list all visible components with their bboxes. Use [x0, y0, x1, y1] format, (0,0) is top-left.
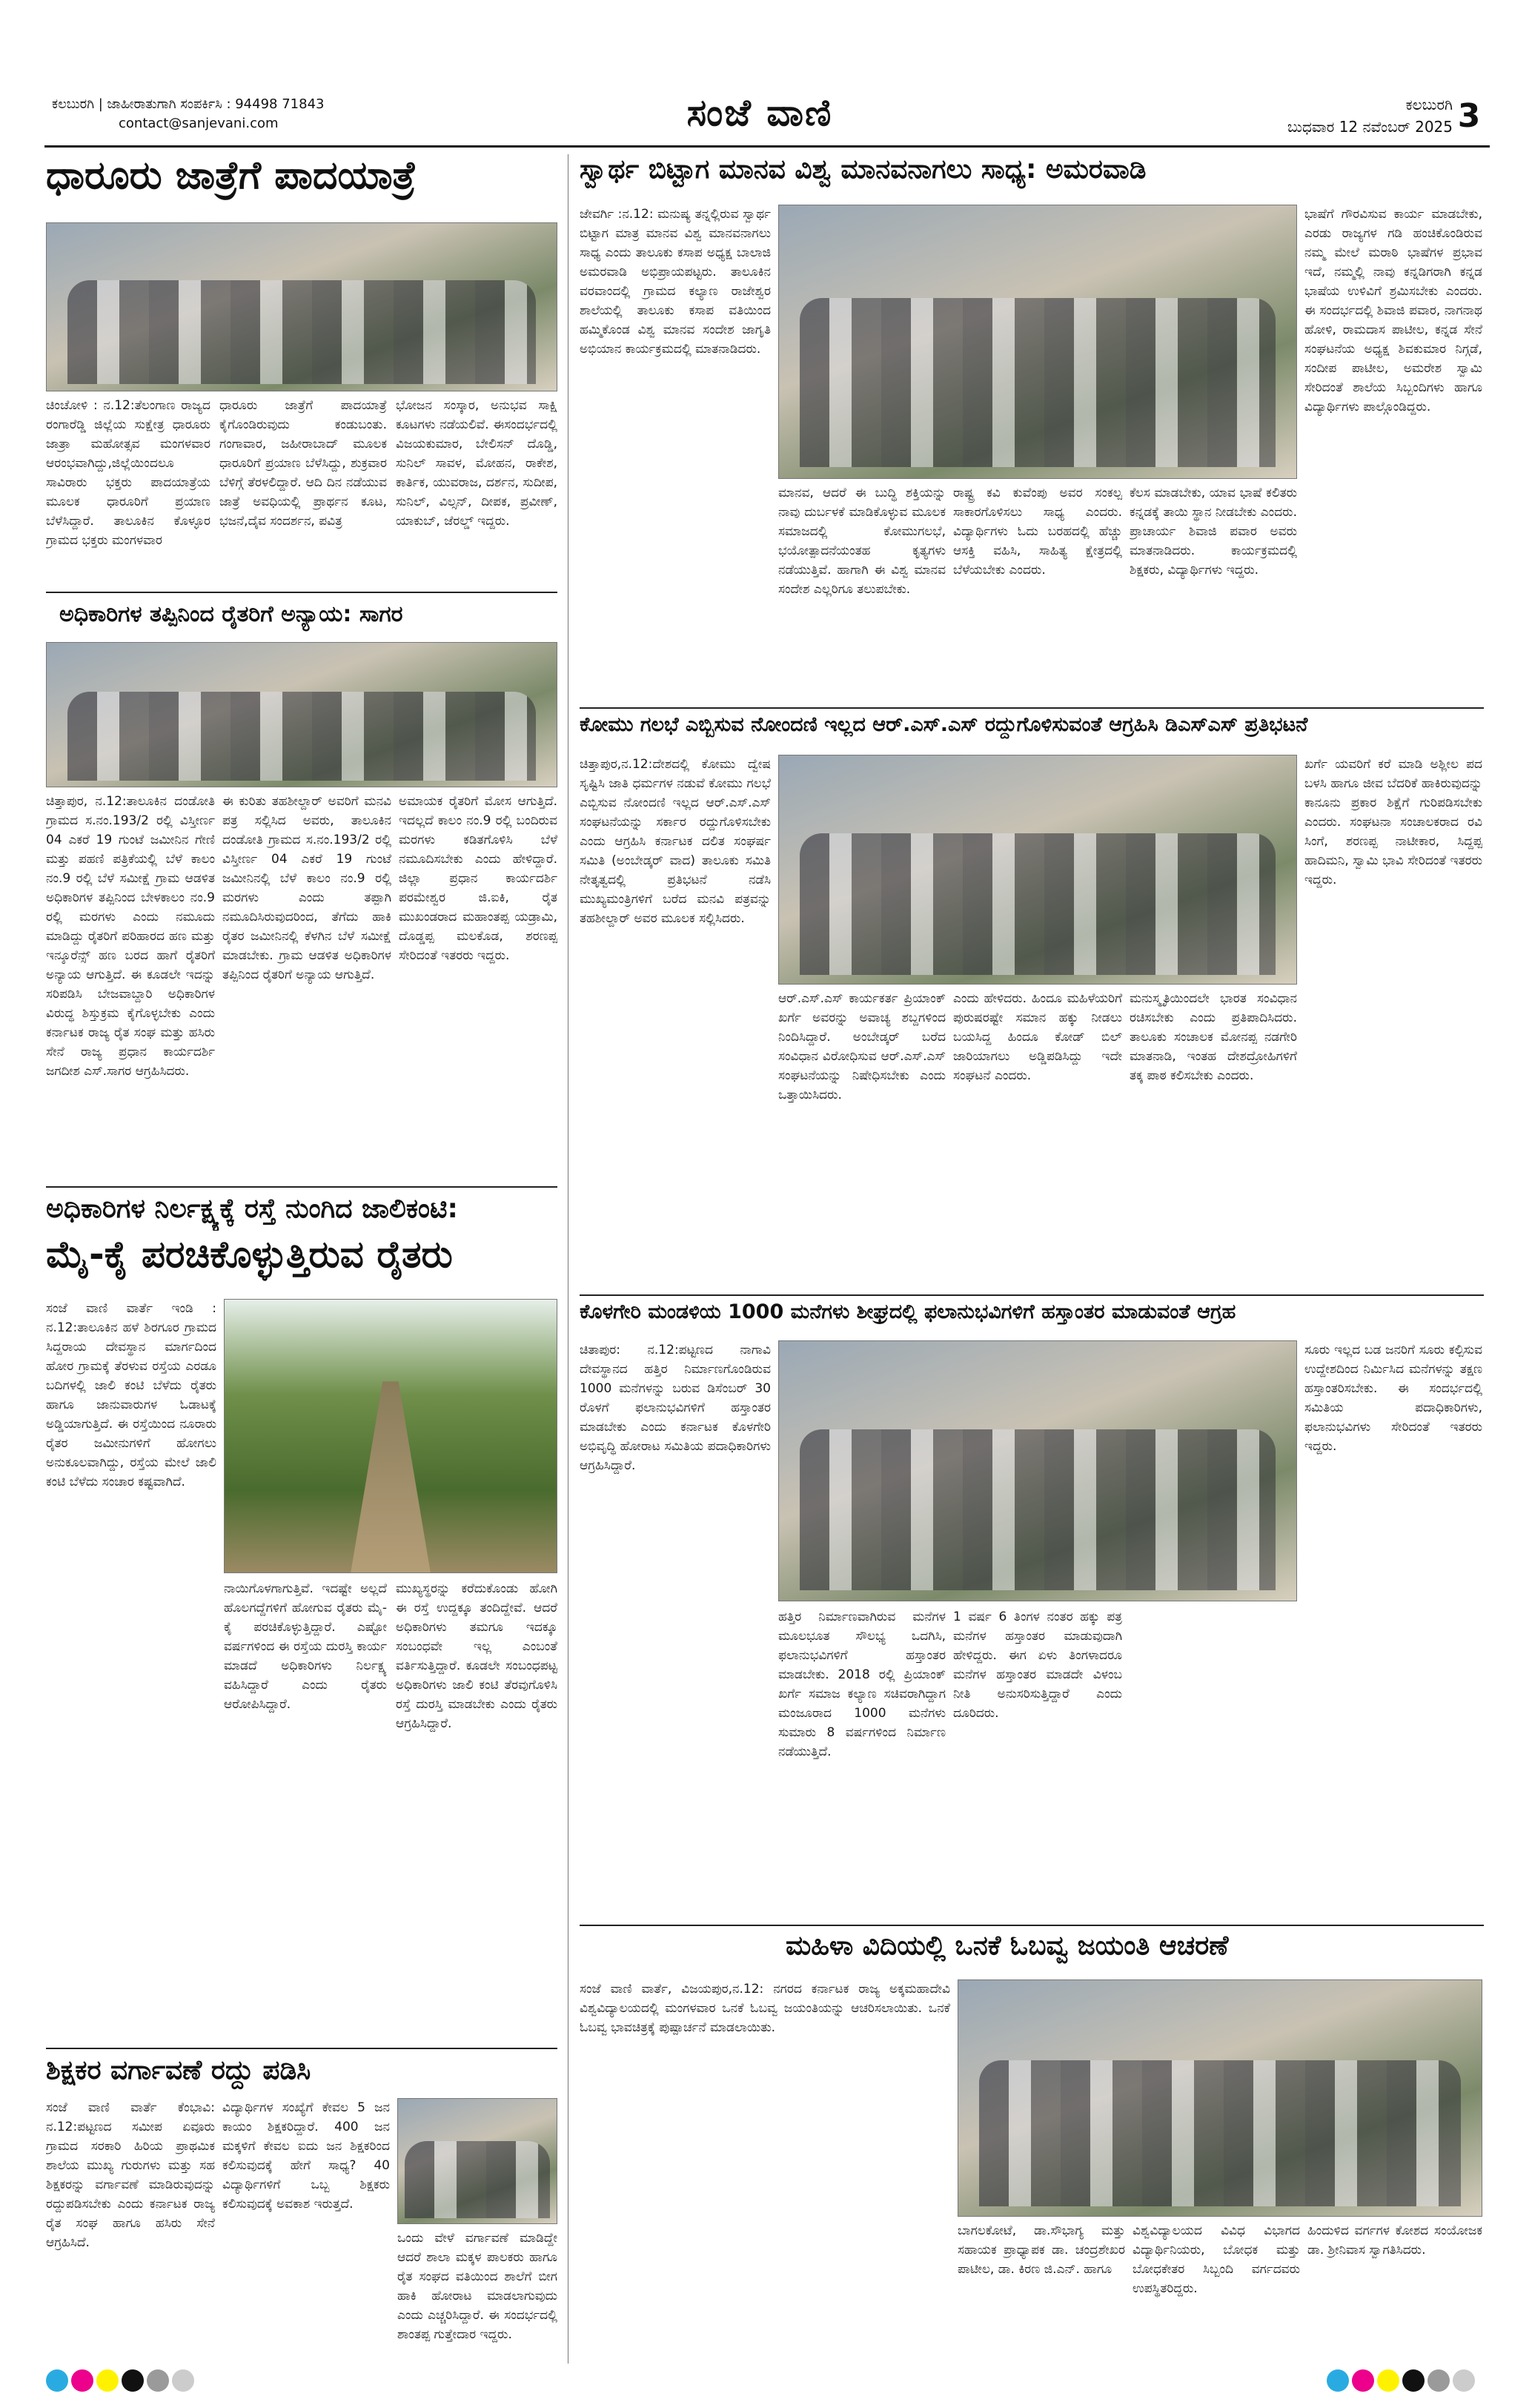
- amaravadi-col1: ಜೇವರ್ಗಿ :ನ.12: ಮನುಷ್ಯ ತನ್ನಲ್ಲಿರುವ ಸ್ವಾರ್ಥ ಬಿಟ್ಟಾಗ ಮಾತ್ರ ಮಾನವ ವಿಶ್ವ ಮಾನವನಾಗಲು ಸಾಧ್ಯ ಎಂದು ತಾಲೂಕು ಕಸಾಪ ಅಧ್ಯಕ್ಷ ಬಾಲಾಜಿ ಅಮರವಾಡಿ ಅಭಿಪ್ರಾಯಪಟ್ಟರು. ತಾಲೂಕಿನ ವರವಾಂದಲ್ಲಿ ಗ್ರಾಮದ ಕಲ್ಯಾಣ ರಾಜೇಶ್ವರ ಶಾಲೆಯಲ್ಲಿ ತಾಲೂಕು ಕಸಾಪ ವತಿಯಿಂದ ಹಮ್ಮಿಕೊಂಡ ವಿಶ್ವ ಮಾನವ ಸಂದೇಶ ಜಾಗೃತಿ ಅಭಿಯಾನ ಕಾರ್ಯಕ್ರಮದಲ್ಲಿ ಮಾತನಾಡಿದರು.: [580, 207, 771, 357]
- registration-dot: [1352, 2369, 1374, 2392]
- dss-col5: ಖರ್ಗೆ ಯವರಿಗೆ ಕರೆ ಮಾಡಿ ಅಶ್ಲೀಲ ಪದ ಬಳಸಿ ಹಾಗೂ ಜೀವ ಬೆದರಿಕೆ ಹಾಕಿರುವುದನ್ನು ಕಾನೂನು ಪ್ರಕಾರ ಶಿಕ್ಷೆಗೆ ಗುರಿಪಡಿಸಬೇಕು ಎಂದರು. ಸಂಘಟನಾ ಸಂಚಾಲಕರಾದ ರವಿ ಸಿಂಗೆ, ಶರಣಪ್ಪ ನಾಟೀಕಾರ, ಸಿದ್ದಪ್ಪ ಹಾದಿಮನಿ, ಸ್ವಾಮಿ ಭಾವಿ ಸೇರಿದಂತೆ ಇತರರು ಇದ್ದರು.: [1304, 757, 1482, 887]
- amaravadi-col2: ಮಾನವ, ಆದರೆ ಈ ಬುದ್ಧಿ ಶಕ್ತಿಯನ್ನು ನಾವು ದುರ್ಬಳಕೆ ಮಾಡಿಕೊಳ್ಳುವ ಮೂಲಕ ಸಮಾಜದಲ್ಲಿ ಕೋಮುಗಲಭೆ, ಭಯೋತ್ಪಾದನೆಯಂತಹ ಕೃತ್ಯಗಳು ನಡೆಯುತ್ತಿವೆ. ಹಾಗಾಗಿ ಈ ವಿಶ್ವ ಮಾನವ ಸಂದೇಶ ಎಲ್ಲರಿಗೂ ತಲುಪಬೇಕು.: [778, 486, 946, 597]
- kolageri-col2: ಹತ್ತಿರ ನಿರ್ಮಾಣವಾಗಿರುವ ಮನೆಗಳ ಮೂಲಭೂತ ಸೌಲಭ್ಯ ಒದಗಿಸಿ, ಫಲಾನುಭವಿಗಳಿಗೆ ಹಸ್ತಾಂತರ ಮಾಡಬೇಕು. 2018 ರಲ್ಲಿ ಪ್ರಿಯಾಂಕ್ ಖರ್ಗೆ ಸಮಾಜ ಕಲ್ಯಾಣ ಸಚಿವರಾಗಿದ್ದಾಗ ಮಂಜೂರಾದ 1000 ಮನೆಗಳು ಸುಮಾರು 8 ವರ್ಷಗಳಿಂದ ನಿರ್ಮಾಣ ನಡೆಯುತ್ತಿದೆ.: [778, 1610, 946, 1759]
- sagar-col3: ಅಮಾಯಕ ರೈತರಿಗೆ ಮೋಸ ಆಗುತ್ತಿದೆ. ಇದಲ್ಲದೆ ಕಾಲಂ ನಂ.9 ರಲ್ಲಿ ಬಂದಿರುವ ಮರಗಳು ಕಡಿತಗೊಳಿಸಿ ಬೆಳೆ ನಮೂದಿಸಬೇಕು ಎಂದು ಹೇಳಿದ್ದಾರೆ. ಜಿಲ್ಲಾ ಪ್ರಧಾನ ಕಾರ್ಯದರ್ಶಿ ಪರಮೇಶ್ವರ ಜಿ.ಐಕಿ, ರೈತ ಮುಖಂಡರಾದ ಮಹಾಂತಪ್ಪ ಯಡ್ರಾಮಿ, ದೊಡ್ಡಪ್ಪ ಮಲಕೊಡ, ಶರಣಪ್ಪ ಸೇರಿದಂತೆ ಇತರರು ಇದ್ದರು.: [399, 794, 557, 963]
- teachers-col2: ವಿದ್ಯಾರ್ಥಿಗಳ ಸಂಖ್ಯೆಗೆ ಕೇವಲ 5 ಜನ ಕಾಯಂ ಶಿಕ್ಷಕರಿದ್ದಾರೆ. 400 ಜನ ಮಕ್ಕಳಿಗೆ ಕೇವಲ ಐದು ಜನ ಶಿಕ್ಷಕರಿಂದ ಕಲಿಸುವುದಕ್ಕೆ ಹೇಗೆ ಸಾಧ್ಯ? 40 ವಿದ್ಯಾರ್ಥಿಗಳಿಗೆ ಒಬ್ಬ ಶಿಕ್ಷಕರು ಕಲಿಸುವುದಕ್ಕೆ ಅವಕಾಶ ಇರುತ್ತದೆ.: [222, 2100, 390, 2212]
- obavva-col3: ವಿಶ್ವವಿದ್ಯಾಲಯದ ವಿವಿಧ ವಿಭಾಗದ ವಿದ್ಯಾರ್ಥಿನಿಯರು, ಬೋಧಕ ಮತ್ತು ಬೋಧಕೇತರ ಸಿಬ್ಬಂದಿ ವರ್ಗದವರು ಉಪಸ್ಥಿತರಿದ್ದರು.: [1133, 2223, 1300, 2296]
- photo-seminar: [778, 205, 1297, 479]
- photo-protest: [778, 755, 1297, 985]
- kolageri-col4: ಸೂರು ಇಲ್ಲದ ಬಡ ಜನರಿಗೆ ಸೂರು ಕಲ್ಪಿಸುವ ಉದ್ದೇಶದಿಂದ ನಿರ್ಮಿಸಿದ ಮನೆಗಳನ್ನು ತಕ್ಷಣ ಹಸ್ತಾಂತರಿಸಬೇಕು. ಈ ಸಂದರ್ಭದಲ್ಲಿ ಸಮಿತಿಯ ಪದಾಧಿಕಾರಿಗಳು, ಫಲಾನುಭವಿಗಳು ಸೇರಿದಂತೆ ಇತರರು ಇದ್ದರು.: [1304, 1343, 1482, 1454]
- photo-teachers-memo: [397, 2098, 557, 2224]
- page-number: 3: [1457, 97, 1481, 135]
- headline-dss: ಕೋಮು ಗಲಭೆ ಎಬ್ಬಿಸುವ ನೋಂದಣಿ ಇಲ್ಲದ ಆರ್.ಎಸ್.ಎಸ್ ರದ್ದುಗೊಳಿಸುವಂತೆ ಆಗ್ರಹಿಸಿ ಡಿಎಸ್ಎಸ್ ಪ್ರತಿಭಟನೆ: [580, 713, 1308, 736]
- sagar-col2: ಈ ಕುರಿತು ತಹಶೀಲ್ದಾರ್ ಅವರಿಗೆ ಮನವಿ ಪತ್ರ ಸಲ್ಲಿಸಿದ ಅವರು, ತಾಲೂಕಿನ ದಂಡೋತಿ ಗ್ರಾಮದ ಸ.ನಂ.193/2 ರಲ್ಲಿ ವಿಸ್ತೀರ್ಣ 04 ಎಕರೆ 19 ಗುಂಟೆ ಜಮೀನಿನಲ್ಲಿ ಬೆಳೆ ಕಾಲಂ ನಂ.9 ರಲ್ಲಿ ಮರಗಳು ಎಂದು ತಪ್ಪಾಗಿ ನಮೂದಿಸಿರುವುದರಿಂದ, ತೆಗೆದು ಹಾಕಿ ರೈತರ ಜಮೀನಿನಲ್ಲಿ ಕೆಳಗಿನ ಬೆಳೆ ಸಮೀಕ್ಷೆ ಮಾಡಬೇಕು. ಗ್ರಾಮ ಆಡಳಿತ ಅಧಿಕಾರಿಗಳ ತಪ್ಪಿನಿಂದ ರೈತರಿಗೆ ಅನ್ಯಾಯ ಆಗುತ್ತಿದೆ.: [222, 794, 391, 982]
- jalikanta-col2: ನಾಯಿಗೊಳಗಾಗುತ್ತಿವೆ. ಇದಷ್ಟೇ ಅಲ್ಲದೆ ಹೊಲಗದ್ದೆಗಳಿಗೆ ಹೋಗುವ ರೈತರು ಮೈ-ಕೈ ಪರಚಿಕೊಳ್ಳುತ್ತಿದ್ದಾರೆ. ಎಷ್ಟೋ ವರ್ಷಗಳಿಂದ ಈ ರಸ್ತೆಯ ದುರಸ್ತಿ ಕಾರ್ಯ ಮಾಡದೆ ಅಧಿಕಾರಿಗಳು ನಿರ್ಲಕ್ಷ್ಯ ವಹಿಸಿದ್ದಾರೆ ಎಂದು ರೈತರು ಆರೋಪಿಸಿದ್ದಾರೆ.: [224, 1581, 387, 1712]
- headline-teachers: ಶಿಕ್ಷಕರ ವರ್ಗಾವಣೆ ರದ್ದು ಪಡಿಸಿ: [46, 2055, 311, 2086]
- kolageri-col1: ಚಿತಾಪುರ: ನ.12:ಪಟ್ಟಣದ ನಾಗಾವಿ ದೇವಸ್ಥಾನದ ಹತ್ತಿರ ನಿರ್ಮಾಣಗೊಂಡಿರುವ 1000 ಮನೆಗಳನ್ನು ಬರುವ ಡಿಸೆಂಬರ್ 30 ರೊಳಗೆ ಫಲಾನುಭವಿಗಳಿಗೆ ಹಸ್ತಾಂತರ ಮಾಡಬೇಕು ಎಂದು ಕರ್ನಾಟಕ ಕೊಳಗೇರಿ ಅಭಿವೃದ್ಧಿ ಹೋರಾಟ ಸಮಿತಿಯ ಪದಾಧಿಕಾರಿಗಳು ಆಗ್ರಹಿಸಿದ್ದಾರೆ.: [580, 1343, 771, 1473]
- divider: [580, 1925, 1484, 1926]
- masthead-email: contact@sanjevani.com: [119, 116, 279, 131]
- newspaper-logo: [619, 90, 901, 142]
- dss-col2: ಆರ್.ಎಸ್.ಎಸ್ ಕಾರ್ಯಕರ್ತ ಪ್ರಿಯಾಂಕ್ ಖರ್ಗೆ ಅವರನ್ನು ಅವಾಚ್ಯ ಶಬ್ದಗಳಿಂದ ನಿಂದಿಸಿದ್ದಾರೆ. ಅಂಬೇಡ್ಕರ್ ಬರೆದ ಸಂವಿಧಾನ ವಿರೋಧಿಸುವ ಆರ್.ಎಸ್.ಎಸ್ ಸಂಘಟನೆಯನ್ನು ನಿಷೇಧಿಸಬೇಕು ಎಂದು ಒತ್ತಾಯಿಸಿದರು.: [778, 991, 946, 1102]
- registration-dot: [71, 2369, 93, 2392]
- teachers-col1: ಸಂಜೆ ವಾಣಿ ವಾರ್ತೆ ಕೆಂಭಾವಿ: ನ.12:ಪಟ್ಟಣದ ಸಮೀಪ ಏವೂರು ಗ್ರಾಮದ ಸರಕಾರಿ ಹಿರಿಯ ಪ್ರಾಥಮಿಕ ಶಾಲೆಯ ಮುಖ್ಯ ಗುರುಗಳು ಮತ್ತು ಸಹ ಶಿಕ್ಷಕರನ್ನು ವರ್ಗಾವಣೆ ಮಾಡಿರುವುದನ್ನು ರದ್ದುಪಡಿಸಬೇಕು ಎಂದು ಕರ್ನಾಟಕ ರಾಜ್ಯ ರೈತ ಸಂಘ ಹಾಗೂ ಹಸಿರು ಸೇನೆ ಆಗ್ರಹಿಸಿದೆ.: [46, 2100, 215, 2250]
- photo-housing-demand: [778, 1340, 1297, 1601]
- masthead-divider: [44, 145, 1490, 148]
- divider: [46, 592, 557, 593]
- jalikanta-col3: ಮುಖ್ಯಸ್ಥರನ್ನು ಕರೆದುಕೊಂಡು ಹೋಗಿ ಈ ರಸ್ತೆ ಉದ್ದಕ್ಕೂ ತಂದಿದ್ದೇವೆ. ಆದರೆ ಅಧಿಕಾರಿಗಳು ತಮಗೂ ಇದಕ್ಕೂ ಸಂಬಂಧವೇ ಇಲ್ಲ ಎಂಬಂತೆ ವರ್ತಿಸುತ್ತಿದ್ದಾರೆ. ಕೂಡಲೇ ಸಂಬಂಧಪಟ್ಟ ಅಧಿಕಾರಿಗಳು ಜಾಲಿ ಕಂಟಿ ತೆರವುಗೊಳಿಸಿ ರಸ್ತೆ ದುರಸ್ತಿ ಮಾಡಬೇಕು ಎಂದು ರೈತರು ಆಗ್ರಹಿಸಿದ್ದಾರೆ.: [396, 1581, 557, 1731]
- masthead-right: [1156, 93, 1453, 138]
- obavva-col4: ಹಿಂದುಳಿದ ವರ್ಗಗಳ ಕೋಶದ ಸಂಯೋಜಕ ಡಾ. ಶ್ರೀನಿವಾಸ ಸ್ವಾಗತಿಸಿದರು.: [1307, 2223, 1482, 2258]
- headline-jalikanta-1: ಅಧಿಕಾರಿಗಳ ನಿರ್ಲಕ್ಷ್ಯಕ್ಕೆ ರಸ್ತೆ ನುಂಗಿದ ಜಾಲಿಕಂಟಿ:: [46, 1194, 458, 1224]
- headline-kolageri: ಕೊಳಗೇರಿ ಮಂಡಳಿಯ 1000 ಮನೆಗಳು ಶೀಘ್ರದಲ್ಲಿ ಫಲಾನುಭವಿಗಳಿಗೆ ಹಸ್ತಾಂತರ ಮಾಡುವಂತೆ ಆಗ್ರಹ: [580, 1300, 1236, 1323]
- registration-dot: [172, 2369, 194, 2392]
- dharur-col2: ಧಾರೂರು ಜಾತ್ರೆಗೆ ಪಾದಯಾತ್ರೆ ಕೈಗೊಂಡಿರುವುದು ಕಂಡುಬಂತು. ಗಂಗಾವಾರ, ಜಹೀರಾಬಾದ್ ಮೂಲಕ ಧಾರೂರಿಗೆ ಪ್ರಯಾಣ ಬೆಳೆಸಿದ್ದು, ಶುಕ್ರವಾರ ಬೆಳಿಗ್ಗೆ ತೆರಳಲಿದ್ದಾರೆ. ಆದಿ ದಿನ ನಡೆಯುವ ಜಾತ್ರೆ ಅವಧಿಯಲ್ಲಿ ಪ್ರಾರ್ಥನ ಕೂಟ, ಭಜನೆ,ದೈವ ಸಂದರ್ಶನ, ಪವಿತ್ರ: [219, 398, 387, 529]
- masthead-contact-line: ಕಲಬುರಗಿ | ಜಾಹೀರಾತುಗಾಗಿ ಸಂಪರ್ಕಿಸಿ : 94498 71843: [52, 96, 325, 112]
- divider: [46, 1186, 557, 1188]
- amaravadi-col4: ಕೆಲಸ ಮಾಡಬೇಕು, ಯಾವ ಭಾಷೆ ಕಲಿತರು ಕನ್ನಡಕ್ಕೆ ತಾಯಿ ಸ್ಥಾನ ನೀಡಬೇಕು ಎಂದರು. ಪ್ರಾಚಾರ್ಯ ಶಿವಾಜಿ ಪವಾರ ಅವರು ಮಾತನಾಡಿದರು. ಕಾರ್ಯಕ್ರಮದಲ್ಲಿ ಶಿಕ್ಷಕರು, ವಿದ್ಯಾರ್ಥಿಗಳು ಇದ್ದರು.: [1130, 486, 1297, 578]
- divider: [46, 2048, 557, 2049]
- registration-dot: [1402, 2369, 1425, 2392]
- photo-memorandum: [46, 642, 557, 787]
- divider: [580, 707, 1484, 709]
- registration-dot: [1327, 2369, 1349, 2392]
- dss-col4: ಮನುಸ್ಮೃತಿಯಿಂದಲೇ ಭಾರತ ಸಂವಿಧಾನ ರಚಿಸಬೇಕು ಎಂದು ಪ್ರತಿಪಾದಿಸಿದರು. ತಾಲೂಕು ಸಂಚಾಲಕ ಮೋನಪ್ಪ ನಡಗೇರಿ ಮಾತನಾಡಿ, ಇಂತಹ ದೇಶದ್ರೋಹಿಗಳಿಗೆ ತಕ್ಕ ಪಾಠ ಕಲಿಸಬೇಕು ಎಂದರು.: [1130, 991, 1297, 1083]
- amaravadi-col5: ಭಾಷೆಗೆ ಗೌರವಿಸುವ ಕಾರ್ಯ ಮಾಡಬೇಕು, ಎರಡು ರಾಜ್ಯಗಳ ಗಡಿ ಹಂಚಿಕೊಂಡಿರುವ ನಮ್ಮ ಮೇಲೆ ಮರಾಠಿ ಭಾಷೆಗಳ ಪ್ರಭಾವ ಇದೆ, ನಮ್ಮಲ್ಲಿ ನಾವು ಕನ್ನಡಿಗರಾಗಿ ಕನ್ನಡ ಭಾಷೆಯ ಉಳಿವಿಗೆ ಶ್ರಮಿಸಬೇಕು ಎಂದರು. ಈ ಸಂದರ್ಭದಲ್ಲಿ ಶಿವಾಜಿ ಪವಾರ, ನಾಗನಾಥ ಹೋಳಿ, ರಾಮದಾಸ ಪಾಟೀಲ, ಕನ್ನಡ ಸೇನೆ ಸಂಘಟನೆಯ ಅಧ್ಯಕ್ಷ ಶಿವಕುಮಾರ ನಿಗ್ಗಡೆ, ಸಂದೀಪ ಪಾಟೀಲ, ಅಮರೇಶ ಸ್ವಾಮಿ ಸೇರಿದಂತೆ ಶಾಲೆಯ ಸಿಬ್ಬಂದಿಗಳು ಹಾಗೂ ವಿದ್ಯಾರ್ಥಿಗಳು ಪಾಲ್ಗೊಂಡಿದ್ದರು.: [1304, 207, 1482, 414]
- kolageri-col3: 1 ವರ್ಷ 6 ತಿಂಗಳ ನಂತರ ಹಕ್ಕು ಪತ್ರ ಮನೆಗಳ ಹಸ್ತಾಂತರ ಮಾಡುವುದಾಗಿ ಹೇಳಿದ್ದರು. ಈಗ ಏಳು ತಿಂಗಳಾದರೂ ಮನೆಗಳ ಹಸ್ತಾಂತರ ಮಾಡದೇ ವಿಳಂಬ ನೀತಿ ಅನುಸರಿಸುತ್ತಿದ್ದಾರೆ ಎಂದು ದೂರಿದರು.: [953, 1610, 1122, 1721]
- headline-dharur: ಧಾರೂರು ಜಾತ್ರೆಗೆ ಪಾದಯಾತ್ರೆ: [46, 154, 417, 198]
- sagar-col1: ಚಿತ್ತಾಪುರ, ನ.12:ತಾಲೂಕಿನ ದಂಡೋತಿ ಗ್ರಾಮದ ಸ.ನಂ.193/2 ರಲ್ಲಿ ವಿಸ್ತೀರ್ಣ 04 ಎಕರೆ 19 ಗುಂಟೆ ಜಮೀನಿನ ಗೇಣಿ ಮತ್ತು ಪಹಣಿ ಪತ್ರಿಕೆಯಲ್ಲಿ ಬೆಳೆ ಕಾಲಂ ನಂ.9 ರಲ್ಲಿ ಬೆಳೆ ಸಮೀಕ್ಷೆ ಗ್ರಾಮ ಆಡಳಿತ ಅಧಿಕಾರಿಗಳ ತಪ್ಪಿನಿಂದ ಬೇಳಕಾಲಂ ನಂ.9 ರಲ್ಲಿ ಮರಗಳು ಎಂದು ನಮೂದು ಮಾಡಿದ್ದು ರೈತರಿಗೆ ಪರಿಹಾರದ ಹಣ ಮತ್ತು ಇನ್ಶೂರೆನ್ಸ್ ಹಣ ಬರದ ಹಾಗೆ ರೈತರಿಗೆ ಅನ್ಯಾಯ ಆಗುತ್ತಿದೆ. ಈ ಕೂಡಲೇ ಇದನ್ನು ಸರಿಪಡಿಸಿ ಬೇಜವಾಬ್ದಾರಿ ಅಧಿಕಾರಿಗಳ ವಿರುದ್ಧ ಶಿಸ್ತುಕ್ರಮ ಕೈಗೊಳ್ಳಬೇಕು ಎಂದು ಕರ್ನಾಟಕ ರಾಜ್ಯ ರೈತ ಸಂಘ ಮತ್ತು ಹಸಿರು ಸೇನೆ ರಾಜ್ಯ ಪ್ರಧಾನ ಕಾರ್ಯದರ್ಶಿ ಜಗದೀಶ ಎಸ್.ಸಾಗರ ಆಗ್ರಹಿಸಿದರು.: [46, 794, 215, 1079]
- masthead-city: ಕಲಬುರಗಿ: [1405, 96, 1453, 113]
- dss-col3: ಎಂದು ಹೇಳಿದರು. ಹಿಂದೂ ಮಹಿಳೆಯರಿಗೆ ಪುರುಷರಷ್ಟೇ ಸಮಾನ ಹಕ್ಕು ನೀಡಲು ಬಯಸಿದ್ದ ಹಿಂದೂ ಕೋಡ್ ಬಿಲ್ ಜಾರಿಯಾಗಲು ಅಡ್ಡಿಪಡಿಸಿದ್ದು ಇದೇ ಸಂಘಟನೆ ಎಂದರು.: [953, 991, 1122, 1083]
- headline-obavva: ಮಹಿಳಾ ವಿದಿಯಲ್ಲಿ ಒನಕೆ ಓಬವ್ವ ಜಯಂತಿ ಆಚರಣೆ: [786, 1931, 1229, 1961]
- masthead-date: ಬುಧವಾರ 12 ನವೆಂಬರ್ 2025: [1287, 118, 1453, 136]
- amaravadi-col3: ರಾಷ್ಟ್ರ ಕವಿ ಕುವೆಂಪು ಅವರ ಸಂಕಲ್ಪ ಸಾಕಾರಗೊಳಿಸಲು ಸಾಧ್ಯ ಎಂದರು. ವಿದ್ಯಾರ್ಥಿಗಳು ಓದು ಬರಹದಲ್ಲಿ ಹೆಚ್ಚು ಆಸಕ್ತಿ ವಹಿಸಿ, ಸಾಹಿತ್ಯ ಕ್ಷೇತ್ರದಲ್ಲಿ ಬೆಳೆಯಬೇಕು ಎಂದರು.: [953, 486, 1122, 578]
- registration-dot: [1377, 2369, 1399, 2392]
- logo-text: ಸಂಜೆ ವಾಣಿ: [686, 90, 833, 134]
- registration-marks-left: [46, 2369, 209, 2395]
- headline-sagar: ಅಧಿಕಾರಿಗಳ ತಪ್ಪಿನಿಂದ ರೈತರಿಗೆ ಅನ್ಯಾಯ: ಸಾಗರ: [59, 602, 403, 627]
- headline-amaravadi: ಸ್ವಾರ್ಥ ಬಿಟ್ಟಾಗ ಮಾನವ ವಿಶ್ವ ಮಾನವನಾಗಲು ಸಾಧ್ಯ: ಅಮರವಾಡಿ: [580, 154, 1147, 185]
- dharur-col1: ಚಿಂಚೋಳಿ : ನ.12:ತೆಲಂಗಾಣ ರಾಜ್ಯದ ರಂಗಾರೆಡ್ಡಿ ಜಿಲ್ಲೆಯ ಸುಕ್ಷೇತ್ರ ಧಾರೂರು ಜಾತ್ರಾ ಮಹೋತ್ಸವ ಮಂಗಳವಾರ ಆರಂಭವಾಗಿದ್ದು,ಜಿಲ್ಲೆಯಿಂದಲೂ ಸಾವಿರಾರು ಭಕ್ತರು ಪಾದಯಾತ್ರೆಯ ಮೂಲಕ ಧಾರೂರಿಗೆ ಪ್ರಯಾಣ ಬೆಳೆಸಿದ್ದಾರೆ. ತಾಲೂಕಿನ ಕೊಳ್ಳೂರ ಗ್ರಾಮದ ಭಕ್ತರು ಮಂಗಳವಾರ: [46, 398, 210, 548]
- registration-dot: [122, 2369, 144, 2392]
- divider: [580, 1294, 1484, 1296]
- photo-pilgrims: [46, 222, 557, 391]
- masthead-left: [52, 95, 422, 133]
- photo-obavva-jayanti: [958, 1979, 1482, 2217]
- dharur-col3: ಭೋಜನ ಸಂಸ್ಕಾರ, ಅನುಭವ ಸಾಕ್ಷಿ ಕೂಟಗಳು ನಡೆಯಲಿವೆ. ಈಸಂದರ್ಭದಲ್ಲಿ ವಿಜಯಕುಮಾರ, ಬೇಲಿಸನ್ ದೊಡ್ಡಿ, ಸುನಿಲ್ ಸಾವಳ, ಮೋಹನ, ರಾಕೇಶ, ಕಾರ್ತಿಕ, ಯುವರಾಜ, ದರ್ಶನ, ಸುದೀಪ, ಸುನಿಲ್, ವಿಲ್ಸನ್, ದೀಪಕ, ಪ್ರವೀಣ್, ಯಾಕುಬ್, ಜೆರಲ್ಡ್ ಇದ್ದರು.: [396, 398, 557, 529]
- registration-marks-right: [1327, 2369, 1490, 2395]
- obavva-col1: ಸಂಜೆ ವಾಣಿ ವಾರ್ತೆ, ವಿಜಯಪುರ,ನ.12: ನಗರದ ಕರ್ನಾಟಕ ರಾಜ್ಯ ಅಕ್ಕಮಹಾದೇವಿ ವಿಶ್ವವಿದ್ಯಾಲಯದಲ್ಲಿ ಮಂಗಳವಾರ ಒನಕೆ ಓಬವ್ವ ಜಯಂತಿಯನ್ನು ಆಚರಿಸಲಾಯಿತು. ಒನಕೆ ಓಬವ್ವ ಭಾವಚಿತ್ರಕ್ಕೆ ಪುಷ್ಪಾರ್ಚನೆ ಮಾಡಲಾಯಿತು.: [580, 1982, 950, 2035]
- registration-dot: [96, 2369, 119, 2392]
- obavva-col2: ಬಾಗಲಕೋಟೆ, ಡಾ.ಸೌಭಾಗ್ಯ ಮತ್ತು ಸಹಾಯಕ ಪ್ರಾಧ್ಯಾಪಕ ಡಾ. ಚಂದ್ರಶೇಖರ ಪಾಟೀಲ, ಡಾ. ಕಿರಣ ಜಿ.ಎನ್. ಹಾಗೂ: [958, 2223, 1125, 2277]
- registration-dot: [147, 2369, 169, 2392]
- photo-overgrown-road: [224, 1299, 557, 1573]
- jalikanta-col1: ಸಂಜೆ ವಾಣಿ ವಾರ್ತೆ ಇಂಡಿ : ನ.12:ತಾಲೂಕಿನ ಹಳೆ ಶಿರಗೂರ ಗ್ರಾಮದ ಸಿದ್ದರಾಯ ದೇವಸ್ಥಾನ ಮಾರ್ಗದಿಂದ ಹೋರ ಗ್ರಾಮಕ್ಕೆ ತೆರಳುವ ರಸ್ತೆಯ ಎರಡೂ ಬದಿಗಳಲ್ಲಿ ಜಾಲಿ ಕಂಟಿ ಬೆಳೆದು ರೈತರು ಹಾಗೂ ಜಾನುವಾರುಗಳ ಓಡಾಟಕ್ಕೆ ಅಡ್ಡಿಯಾಗುತ್ತಿದೆ. ಈ ರಸ್ತೆಯಿಂದ ನೂರಾರು ರೈತರ ಜಮೀನುಗಳಿಗೆ ಹೋಗಲು ಅನುಕೂಲವಾಗಿದ್ದು, ರಸ್ತೆಯ ಮೇಲೆ ಜಾಲಿ ಕಂಟಿ ಬೆಳೆದು ಸಂಚಾರ ಕಷ್ಟವಾಗಿದೆ.: [46, 1301, 216, 1489]
- registration-dot: [1453, 2369, 1475, 2392]
- headline-jalikanta-2: ಮೈ-ಕೈ ಪರಚಿಕೊಳ್ಳುತ್ತಿರುವ ರೈತರು: [46, 1234, 453, 1276]
- teachers-col3: ಒಂದು ವೇಳೆ ವರ್ಗಾವಣೆ ಮಾಡಿದ್ದೇ ಆದರೆ ಶಾಲಾ ಮಕ್ಕಳ ಪಾಲಕರು ಹಾಗೂ ರೈತ ಸಂಘದ ವತಿಯಿಂದ ಶಾಲೆಗೆ ಬೀಗ ಹಾಕಿ ಹೋರಾಟ ಮಾಡಲಾಗುವುದು ಎಂದು ಎಚ್ಚರಿಸಿದ್ದಾರೆ. ಈ ಸಂದರ್ಭದಲ್ಲಿ ಶಾಂತಪ್ಪ ಗುತ್ತೇದಾರ ಇದ್ದರು.: [397, 2231, 557, 2342]
- registration-dot: [46, 2369, 68, 2392]
- dss-col1: ಚಿತ್ತಾಪುರ,ನ.12:ದೇಶದಲ್ಲಿ ಕೋಮು ದ್ವೇಷ ಸೃಷ್ಟಿಸಿ ಜಾತಿ ಧರ್ಮಗಳ ನಡುವೆ ಕೋಮು ಗಲಭೆ ಎಬ್ಬಿಸುವ ನೋಂದಣಿ ಇಲ್ಲದ ಆರ್.ಎಸ್.ಎಸ್ ಸಂಘಟನೆಯನ್ನು ಸರ್ಕಾರ ರದ್ದುಗೊಳಿಸಬೇಕು ಎಂದು ಆಗ್ರಹಿಸಿ ಕರ್ನಾಟಕ ದಲಿತ ಸಂಘರ್ಷ ಸಮಿತಿ (ಅಂಬೇಡ್ಕರ್ ವಾದ) ತಾಲೂಕು ಸಮಿತಿ ನೇತೃತ್ವದಲ್ಲಿ ಪ್ರತಿಭಟನೆ ನಡೆಸಿ ಮುಖ್ಯಮಂತ್ರಿಗಳಿಗೆ ಬರೆದ ಮನವಿ ಪತ್ರವನ್ನು ತಹಶೀಲ್ದಾರ್ ಅವರ ಮೂಲಕ ಸಲ್ಲಿಸಿದರು.: [580, 757, 771, 926]
- registration-dot: [1427, 2369, 1450, 2392]
